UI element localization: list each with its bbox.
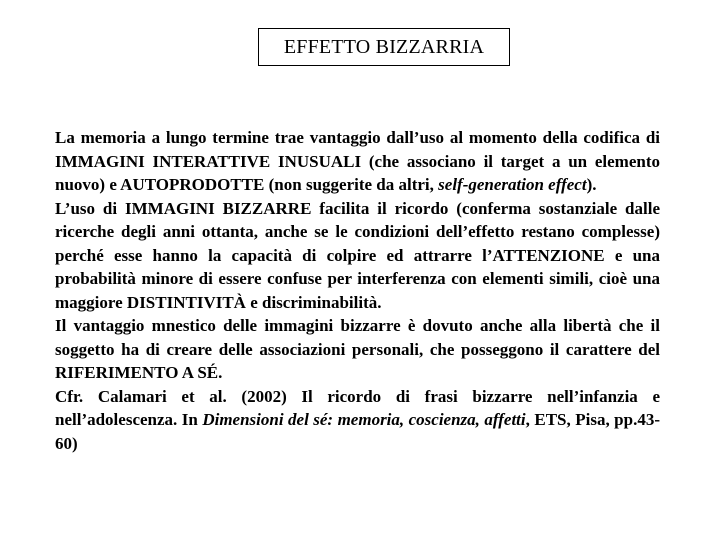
- slide-title: [258, 28, 510, 66]
- paragraph-citation: [55, 385, 660, 456]
- paragraph-citation-italic: Dimensioni del sé: memoria, coscienza, affetti: [202, 410, 526, 429]
- paragraph-citation-text: Cfr. Calamari et al. (2002) Il ricordo di frasi bizzarre nell’infanzia e nell’adolescenza. In: [55, 386, 660, 429]
- body-text: [55, 126, 660, 455]
- paragraph-memoria-text: La memoria a lungo termine trae vantaggio dall’uso al momento della codifica di IMMAGINI INTERATTIVE INUSUALI (che associano il target a un elemento nuovo) e AUTOPRODOTTE (non suggerite da altri,: [55, 128, 660, 194]
- paragraph-memoria: [55, 126, 660, 197]
- paragraph-vantaggio-text: Il vantaggio mnestico delle immagini bizzarre è dovuto anche alla libertà che il soggetto ha di creare delle associazioni personali, che posseggono il carattere del RIFERIMENTO A SÉ.: [55, 316, 660, 382]
- paragraph-citation-tail: , ETS, Pisa, pp.43-60): [55, 410, 660, 453]
- paragraph-immagini-bizzarre-text: L’uso di IMMAGINI BIZZARRE facilita il ricordo (conferma sostanziale dalle ricerche degli anni ottanta, anche se le condizioni dell’effetto restano complesse) perché esse hanno la capacità di colpire ed attrarre l’ATTENZIONE e una probabilità minore di essere confuse per interferenza con elementi simili, cioè una maggiore DISTINTIVITÀ e discriminabilità.: [55, 198, 660, 312]
- paragraph-memoria-tail: ).: [586, 175, 597, 194]
- paragraph-memoria-italic: self-generation effect: [438, 175, 587, 194]
- paragraph-vantaggio: [55, 314, 660, 385]
- slide-title-text: EFFETTO BIZZARRIA: [283, 35, 485, 58]
- paragraph-immagini-bizzarre: [55, 197, 660, 315]
